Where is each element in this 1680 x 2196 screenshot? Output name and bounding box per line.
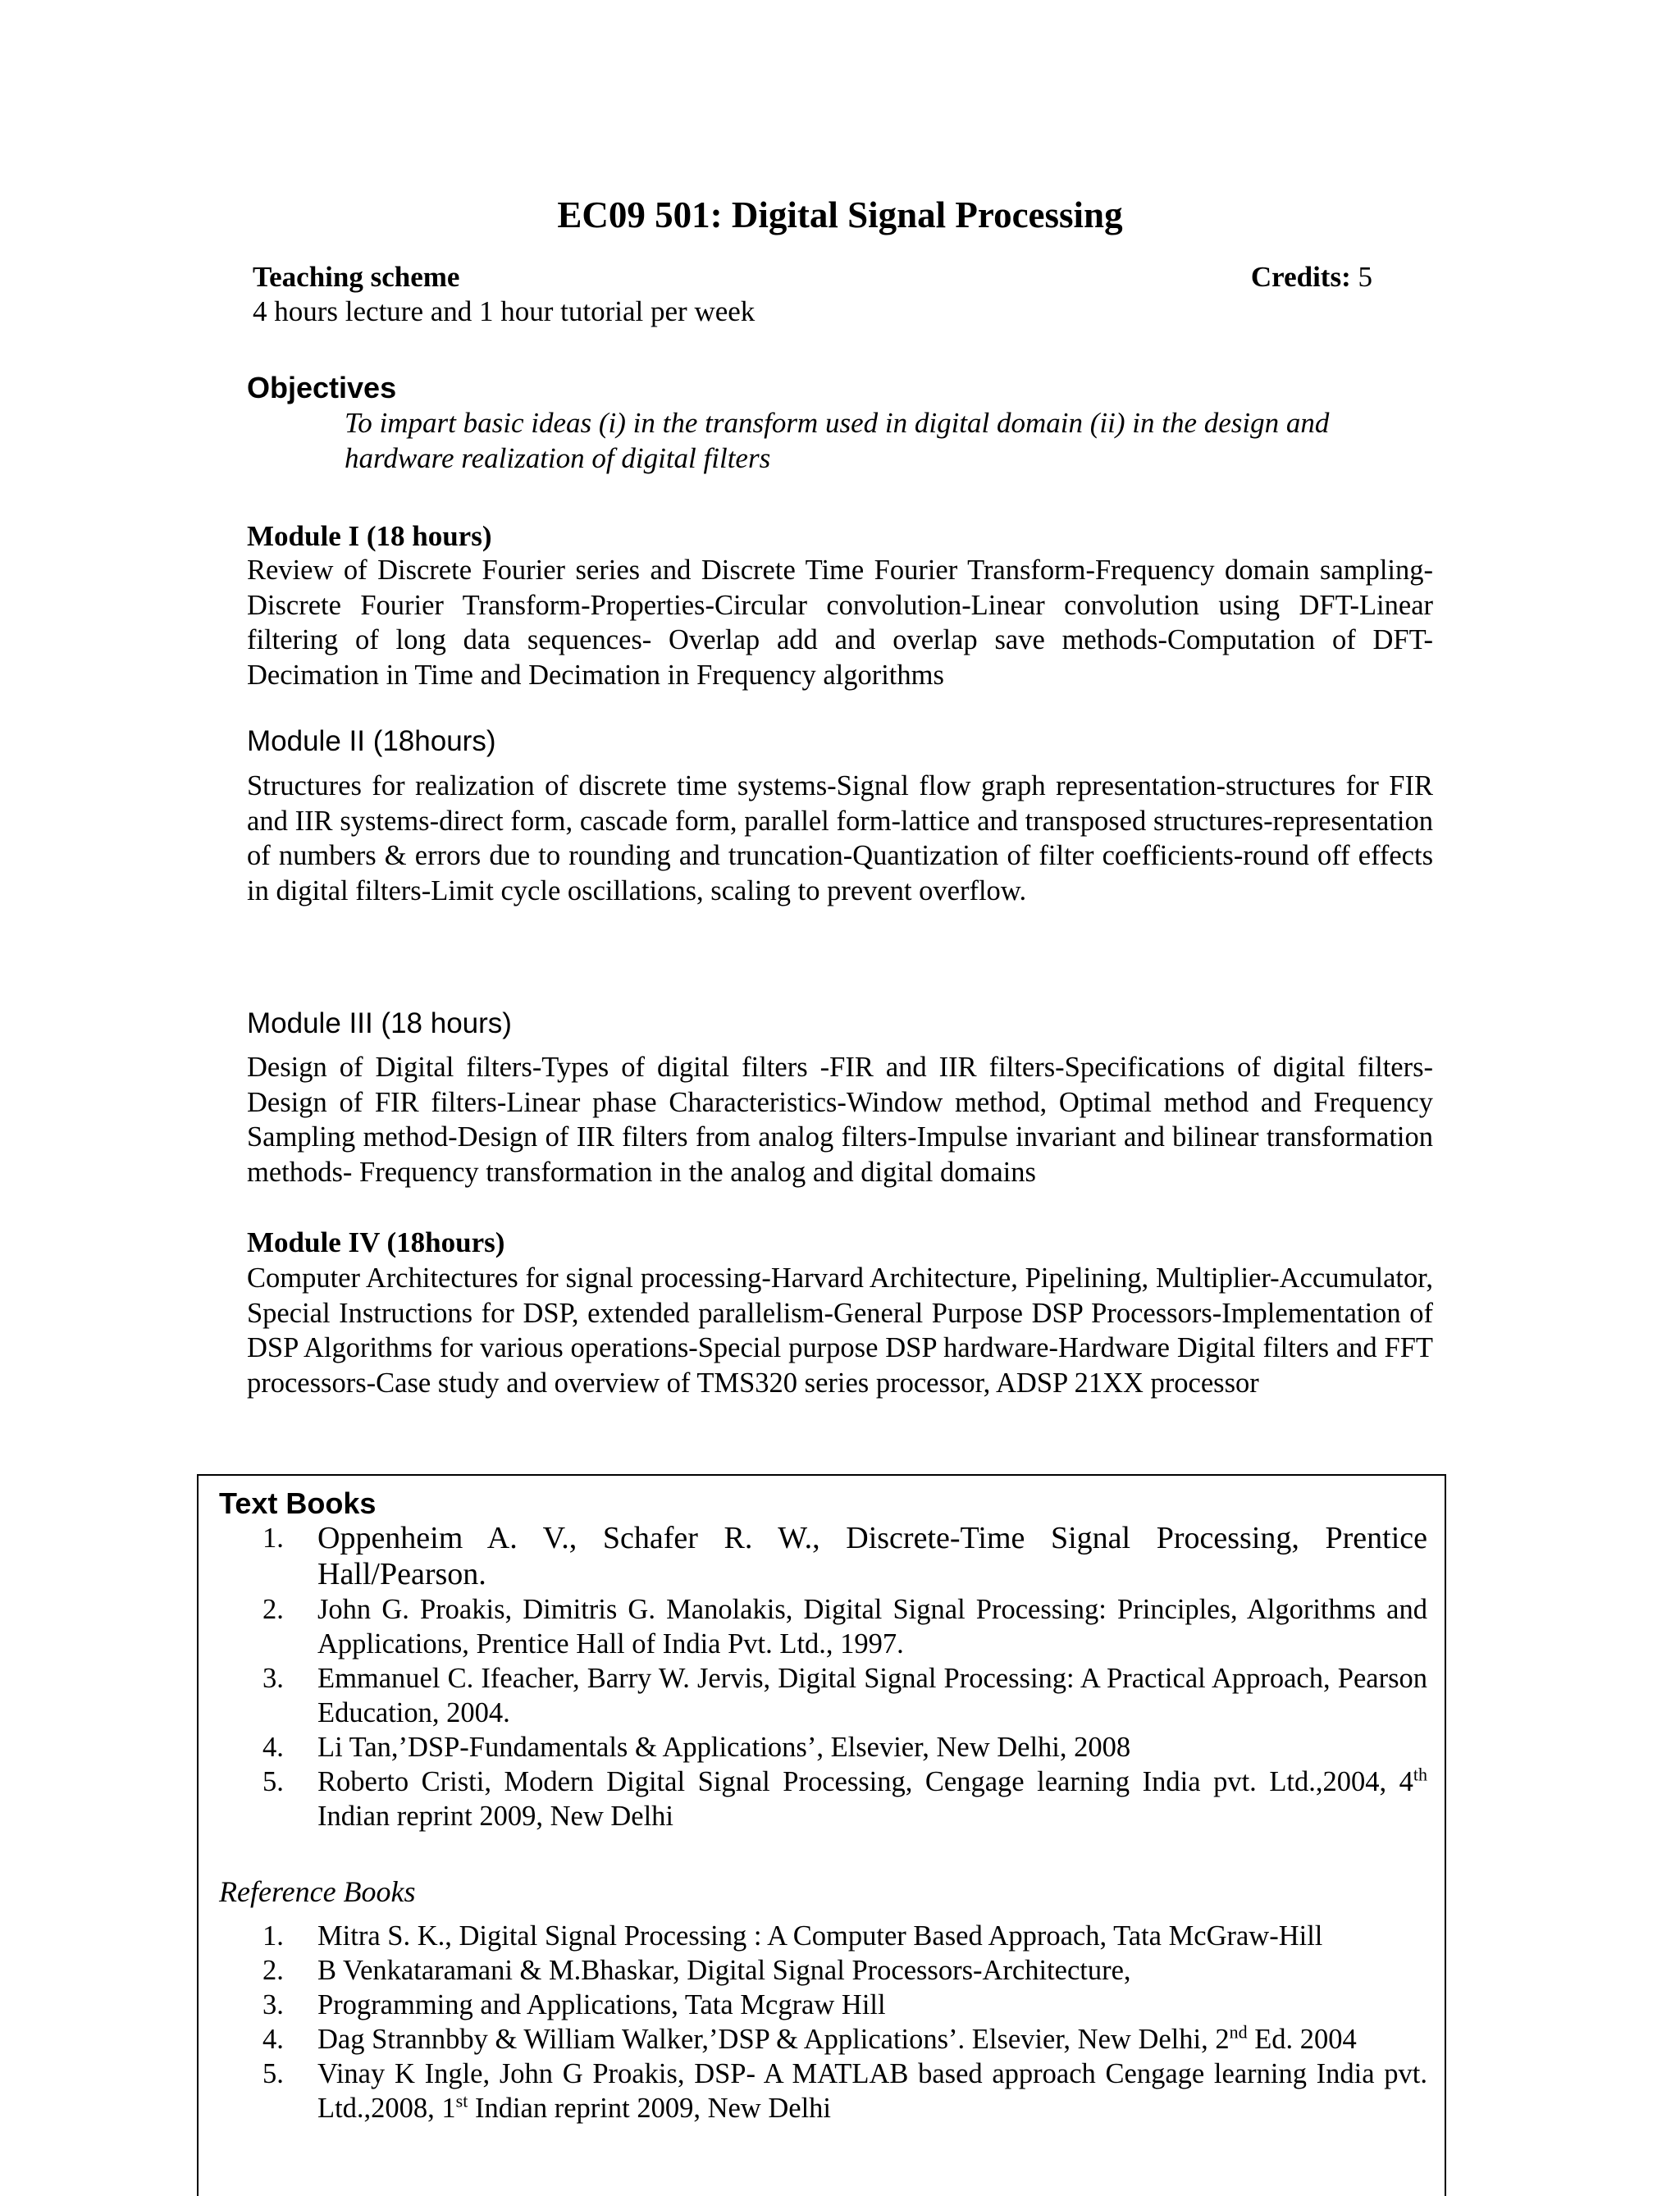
list-item: 1. Mitra S. K., Digital Signal Processing : A Computer Based Approach, Tata McGraw-Hill bbox=[262, 1920, 1323, 1952]
list-item: 3. Emmanuel C. Ifeacher, Barry W. Jervis, Digital Signal Processing: A Practical Approach, Pearson Education, 2004. bbox=[262, 1663, 1427, 1728]
module-1-text: Review of Discrete Fourier series and Discrete Time Fourier Transform-Frequency domain sampling- Discrete Fourier Transform-Properties-Circular convolution-Linear convolution using DFT-Linear filtering of long data sequences- Overlap add and overlap save methods-Computation of DFT-Decimation in Time and Decimation in Frequency algorithms bbox=[247, 555, 1433, 691]
list-item: 5. Vinay K Ingle, John G Proakis, DSP- A MATLAB based approach Cengage learning India pvt. Ltd.,2008, 1st Indian reprint 2009, New Delhi bbox=[262, 2058, 1427, 2124]
list-item: 5. Roberto Cristi, Modern Digital Signal Processing, Cengage learning India pvt. Ltd.,2004, 4th Indian reprint 2009, New Delhi bbox=[262, 1764, 1427, 1832]
module-1-heading: Module I (18 hours) bbox=[247, 520, 492, 552]
module-4-text: Computer Architectures for signal processing-Harvard Architecture, Pipelining, Multiplier-Accumulator, Special Instructions for DSP, extended parallelism-General Purpose DSP Processors-Implementation of DSP Algorithms for various operations-Special purpose DSP hardware-Hardware Digital filters and FFT processors-Case study and overview of TMS320 series processor, ADSP 21XX processor bbox=[247, 1262, 1433, 1399]
list-item: 1. Oppenheim A. V., Schafer R. W., Discrete-Time Signal Processing, Prentice Hall/Pearson. bbox=[262, 1521, 1427, 1591]
reference-books-list bbox=[262, 1919, 1427, 2125]
teaching-hours: 4 hours lecture and 1 hour tutorial per week bbox=[253, 295, 756, 327]
teaching-scheme-label: Teaching scheme bbox=[253, 261, 460, 293]
module-3-heading: Module III (18 hours) bbox=[247, 1007, 512, 1039]
reference-books-heading: Reference Books bbox=[219, 1875, 416, 1908]
list-item: 2. John G. Proakis, Dimitris G. Manolakis, Digital Signal Processing: Principles, Algorithms and Applications, Prentice Hall of India Pvt. Ltd., 1997. bbox=[262, 1594, 1427, 1660]
teaching-scheme-row bbox=[253, 261, 1372, 297]
module-3-text: Design of Digital filters-Types of digital filters -FIR and IIR filters-Specifications of digital filters-Design of FIR filters-Linear phase Characteristics-Window method, Optimal method and Frequency Sampling method-Design of IIR filters from analog filters-Impulse invariant and bilinear transformation methods- Frequency transformation in the analog and digital domains bbox=[247, 1052, 1433, 1188]
objectives-heading: Objectives bbox=[247, 371, 397, 404]
credits bbox=[1251, 261, 1372, 294]
list-item: 2. B Venkataramani & M.Bhaskar, Digital Signal Processors-Architecture, bbox=[262, 1955, 1131, 1986]
module-2-heading: Module II (18hours) bbox=[247, 725, 496, 757]
course-title: EC09 501: Digital Signal Processing bbox=[557, 194, 1123, 235]
module-2-text: Structures for realization of discrete time systems-Signal flow graph representation-structures for FIR and IIR systems-direct form, cascade form, parallel form-lattice and transposed structures-representation of numbers & errors due to rounding and truncation-Quantization of filter coefficients-round off effects in digital filters-Limit cycle oscillations, scaling to prevent overflow. bbox=[247, 770, 1433, 906]
list-item: 4. Li Tan,’DSP-Fundamentals & Applications’, Elsevier, New Delhi, 2008 bbox=[262, 1732, 1131, 1763]
module-4-heading: Module IV (18hours) bbox=[247, 1226, 505, 1258]
text-books-heading: Text Books bbox=[219, 1486, 377, 1520]
text-books-list bbox=[262, 1520, 1427, 1833]
list-item: 4. Dag Strannbby & William Walker,’DSP & Applications’. Elsevier, New Delhi, 2nd Ed. 2004 bbox=[262, 2021, 1357, 2055]
objectives-text: To impart basic ideas (i) in the transform used in digital domain (ii) in the design and hardware realization of digital filters bbox=[345, 407, 1330, 474]
credits-label: Credits: bbox=[1250, 261, 1351, 293]
credits-value: 5 bbox=[1358, 261, 1372, 293]
list-item: 3. Programming and Applications, Tata Mcgraw Hill bbox=[262, 1989, 886, 2020]
